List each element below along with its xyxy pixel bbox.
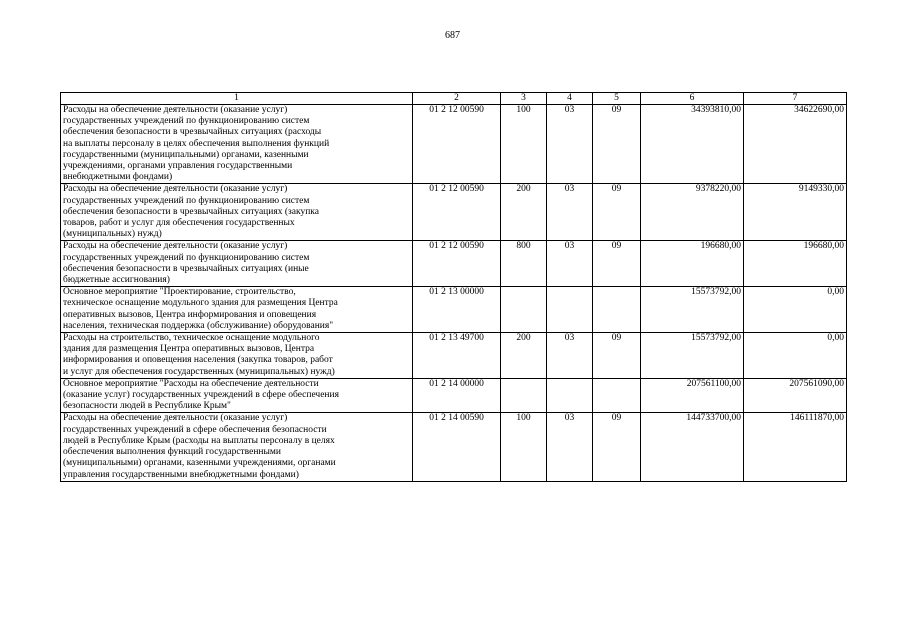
row-rz-cell <box>547 378 593 413</box>
row-code-cell: 01 2 12 00590 <box>413 105 501 184</box>
row-code-cell: 01 2 12 00590 <box>413 184 501 241</box>
row-vr-cell: 200 <box>501 184 547 241</box>
row-pr-cell <box>593 378 641 413</box>
row-name-line: обеспечения безопасности в чрезвычайных ситуациях (расходы <box>63 127 322 138</box>
header-cell-2: 2 <box>413 93 501 105</box>
row-name-line: информирования и оповещения населения (закупка товаров, работ <box>63 355 333 366</box>
row-sum1-cell: 9378220,00 <box>641 184 744 241</box>
row-name-line: людей в Республике Крым (расходы на выплаты персоналу в целях <box>63 435 335 446</box>
header-cell-4: 4 <box>547 93 593 105</box>
row-sum1-cell: 15573792,00 <box>641 287 744 333</box>
row-name-line: Расходы на обеспечение деятельности (оказание услуг) <box>63 241 288 252</box>
row-name-line: государственных учреждений по функционированию систем <box>63 116 310 127</box>
row-code-cell: 01 2 13 49700 <box>413 333 501 379</box>
row-name-line: Расходы на обеспечение деятельности (оказание услуг) <box>63 413 288 424</box>
row-name-line: Расходы на обеспечение деятельности (оказание услуг) <box>63 184 288 195</box>
row-rz-cell: 03 <box>547 241 593 287</box>
row-name-line: Расходы на строительство, техническое оснащение модульного <box>63 333 320 344</box>
row-pr-cell: 09 <box>593 105 641 184</box>
page-number: 687 <box>445 30 460 41</box>
budget-table <box>60 92 847 482</box>
row-sum2-cell: 196680,00 <box>744 241 847 287</box>
row-sum1-cell: 34393810,00 <box>641 105 744 184</box>
table-row <box>61 105 847 184</box>
row-name-cell <box>61 333 413 379</box>
row-pr-cell: 09 <box>593 333 641 379</box>
row-name-line: Основное мероприятие "Расходы на обеспечение деятельности <box>63 378 319 389</box>
row-name-cell <box>61 184 413 241</box>
row-name-line: государственными (муниципальными) органами, казенными <box>63 149 309 160</box>
row-name-line: бюджетные ассигнования) <box>63 275 170 286</box>
row-name-line: обеспечения выполнения функций государственными <box>63 447 281 458</box>
row-vr-cell: 100 <box>501 105 547 184</box>
row-pr-cell: 09 <box>593 184 641 241</box>
row-name-cell <box>61 413 413 481</box>
row-name-line: безопасности людей в Республике Крым" <box>63 401 231 412</box>
row-rz-cell: 03 <box>547 184 593 241</box>
row-name-line: (муниципальных) нужд) <box>63 229 162 240</box>
row-sum2-cell: 207561090,00 <box>744 378 847 413</box>
header-cell-5: 5 <box>593 93 641 105</box>
row-name-line: государственных учреждений по функционированию систем <box>63 252 310 263</box>
row-vr-cell <box>501 378 547 413</box>
row-sum1-cell: 15573792,00 <box>641 333 744 379</box>
row-sum1-cell: 196680,00 <box>641 241 744 287</box>
header-cell-7: 7 <box>744 93 847 105</box>
table-row <box>61 333 847 379</box>
row-name-line: здания для размещения Центра оперативных вызовов, Центра <box>63 344 315 355</box>
row-sum2-cell: 146111870,00 <box>744 413 847 481</box>
row-sum2-cell: 9149330,00 <box>744 184 847 241</box>
row-rz-cell: 03 <box>547 413 593 481</box>
row-rz-cell: 03 <box>547 333 593 379</box>
header-cell-1: 1 <box>61 93 413 105</box>
row-name-line: товаров, работ и услуг для обеспечения государственных <box>63 218 295 229</box>
row-rz-cell <box>547 287 593 333</box>
row-sum2-cell: 0,00 <box>744 287 847 333</box>
row-name-line: Расходы на обеспечение деятельности (оказание услуг) <box>63 105 288 115</box>
row-pr-cell: 09 <box>593 413 641 481</box>
row-name-line: внебюджетными фондами) <box>63 172 173 183</box>
row-vr-cell: 100 <box>501 413 547 481</box>
row-sum1-cell: 207561100,00 <box>641 378 744 413</box>
row-rz-cell: 03 <box>547 105 593 184</box>
table-row <box>61 184 847 241</box>
table-row <box>61 413 847 481</box>
header-cell-6: 6 <box>641 93 744 105</box>
row-name-cell <box>61 378 413 413</box>
row-name-line: оперативных вызовов, Центра информирования и оповещения <box>63 309 317 320</box>
row-name-line: обеспечения безопасности в чрезвычайных ситуациях (закупка <box>63 206 319 217</box>
row-code-cell: 01 2 14 00590 <box>413 413 501 481</box>
row-name-line: обеспечения безопасности в чрезвычайных ситуациях (иные <box>63 263 309 274</box>
row-name-line: (муниципальными) органами, казенными учреждениями, органами <box>63 458 336 469</box>
row-name-line: управления государственными внебюджетными фондами) <box>63 469 299 480</box>
row-vr-cell <box>501 287 547 333</box>
row-pr-cell: 09 <box>593 241 641 287</box>
header-row <box>61 93 847 105</box>
row-name-cell <box>61 105 413 184</box>
row-name-line: (оказание услуг) государственных учреждений в сфере обеспечения <box>63 390 339 401</box>
row-sum1-cell: 144733700,00 <box>641 413 744 481</box>
row-name-line: государственных учреждений по функционированию систем <box>63 195 310 206</box>
row-code-cell: 01 2 13 00000 <box>413 287 501 333</box>
row-name-line: и услуг для обеспечения государственных (муниципальных) нужд) <box>63 366 335 377</box>
row-code-cell: 01 2 12 00590 <box>413 241 501 287</box>
row-name-line: техническое оснащение модульного здания для размещения Центра <box>63 298 338 309</box>
row-name-line: учреждениями, органами управления государственными <box>63 161 293 172</box>
row-sum2-cell: 34622690,00 <box>744 105 847 184</box>
row-name-cell <box>61 241 413 287</box>
row-vr-cell: 200 <box>501 333 547 379</box>
row-sum2-cell: 0,00 <box>744 333 847 379</box>
row-code-cell: 01 2 14 00000 <box>413 378 501 413</box>
row-name-line: населения, техническая поддержка (обслуживание) оборудования" <box>63 320 334 331</box>
table-row <box>61 241 847 287</box>
row-name-line: на выплаты персоналу в целях обеспечения выполнения функций <box>63 138 330 149</box>
table-row <box>61 287 847 333</box>
row-name-cell <box>61 287 413 333</box>
row-name-line: государственных учреждений в сфере обеспечения безопасности <box>63 424 327 435</box>
table-row <box>61 378 847 413</box>
row-vr-cell: 800 <box>501 241 547 287</box>
header-cell-3: 3 <box>501 93 547 105</box>
row-name-line: Основное мероприятие "Проектирование, строительство, <box>63 287 296 298</box>
row-pr-cell <box>593 287 641 333</box>
